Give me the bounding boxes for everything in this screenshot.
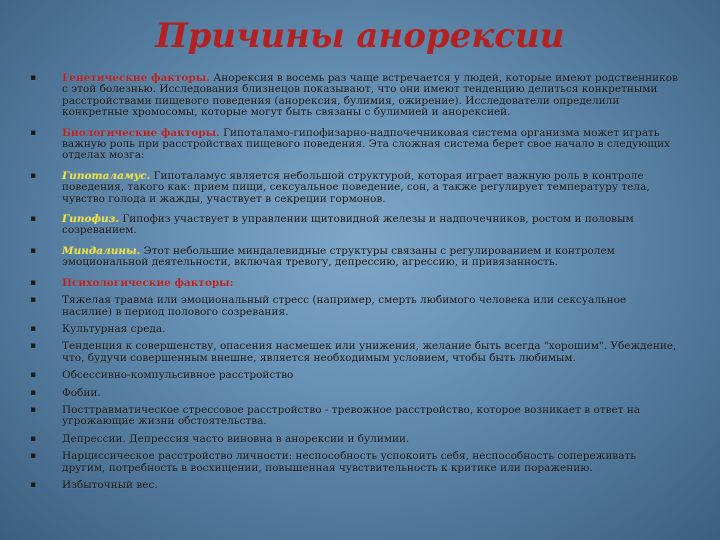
list-item [30,128,678,162]
bullet-icon: ▪ [30,451,37,462]
bullet-icon: ▪ [30,323,37,334]
item-text: Анорексия в восемь раз чаще встречается у людей, которые имеют родственников с этой болезнью. Исследования близнецов показывают, что они имеют тенденцию делиться конкретными расстройствами пищевого поведения (анорексия, булимия, ожирение). Исследователи определили конкретные хромосомы, которые могут быть связаны с булимией и анорексией. [62,72,678,119]
list-item [30,341,678,364]
bullet-icon: ▪ [30,387,37,398]
list-item [30,324,678,335]
item-lead: Психологические факторы: [62,276,234,289]
item-text: Обсессивно-компульсивное расстройство [62,369,294,382]
item-text: Гипоталамо-гипофизарно-надпочечниковая система организма может играть важную роль при расстройствах пищевого поведения. Эта сложная система берет свое начало в следующих отделах мозга: [62,126,671,162]
list-item [30,480,678,491]
bullet-icon: ▪ [30,370,37,381]
bullet-icon: ▪ [30,214,37,225]
item-text: Фобии. [62,386,101,399]
bullet-icon: ▪ [30,73,37,83]
bullet-icon: ▪ [30,479,37,490]
bullet-icon: ▪ [30,295,37,306]
list-item [30,405,678,428]
item-lead: Гипофиз. [62,213,119,226]
item-text: Посттравматическое стрессовое расстройство - тревожное расстройство, которое возникает в ответ на угрожающие жизни обстоятельства. [62,403,641,428]
bullet-icon: ▪ [30,277,37,288]
item-lead: Генетические факторы. [62,72,210,84]
list-item [30,388,678,399]
list-item [30,246,678,269]
item-text: Тенденция к совершенству, опасения насмешек или унижения, желание быть всегда "хорошим". Убеждение, что, будучи совершенным внешне, является необходимым условием, чтобы быть любимым. [62,340,677,364]
list-item [30,370,678,381]
item-lead: Гипоталамус. [62,169,151,182]
causes-list [30,73,678,491]
bullet-icon: ▪ [30,127,37,138]
item-text: Культурная среда. [62,322,166,335]
list-item [30,434,678,445]
bullet-icon: ▪ [30,433,37,444]
item-text: Депрессии. Депрессия часто виновна в анорексии и булимии. [62,432,410,445]
item-text: Гипоталамус является небольшой структурой, которая играет важную роль в контроле поведения, такого как: прием пищи, сексуальное поведение, сон, а также регулирует температуру тела, чувство голода и жажды, участвует в секреции гормонов. [62,169,650,205]
slide-title: Причины анорексии [155,16,565,56]
item-text: Нарциссическое расстройство личности: неспособность успокоить себя, неспособность сопереживать другим, потребность в восхищении, повышенная чувствительность к критике или поражению. [62,450,637,474]
bullet-icon: ▪ [30,341,37,352]
list-item [30,73,678,119]
list-item [30,214,678,237]
list-item [30,278,678,289]
item-lead: Миндалины. [62,244,141,257]
list-item [30,451,678,474]
item-text: Гипофиз участвует в управлении щитовидной железы и надпочечников, ростом и половым созреванием. [62,213,634,237]
item-text: Тяжелая травма или эмоциональный стресс (например, смерть любимого человека или сексуальное насилие) в период полового созревания. [62,294,627,318]
list-item [30,171,678,205]
list-item [30,295,678,318]
item-text: Избыточный вес. [62,478,158,491]
bullet-icon: ▪ [30,404,37,415]
item-lead: Биологические факторы. [62,126,220,139]
bullet-icon: ▪ [30,245,37,256]
bullet-icon: ▪ [30,170,37,181]
item-text: Этот небольшие миндалевидные структуры связаны с регулированием и контролем эмоциональной деятельности, включая тревогу, депрессию, агрессию, и привязанность. [62,244,615,269]
